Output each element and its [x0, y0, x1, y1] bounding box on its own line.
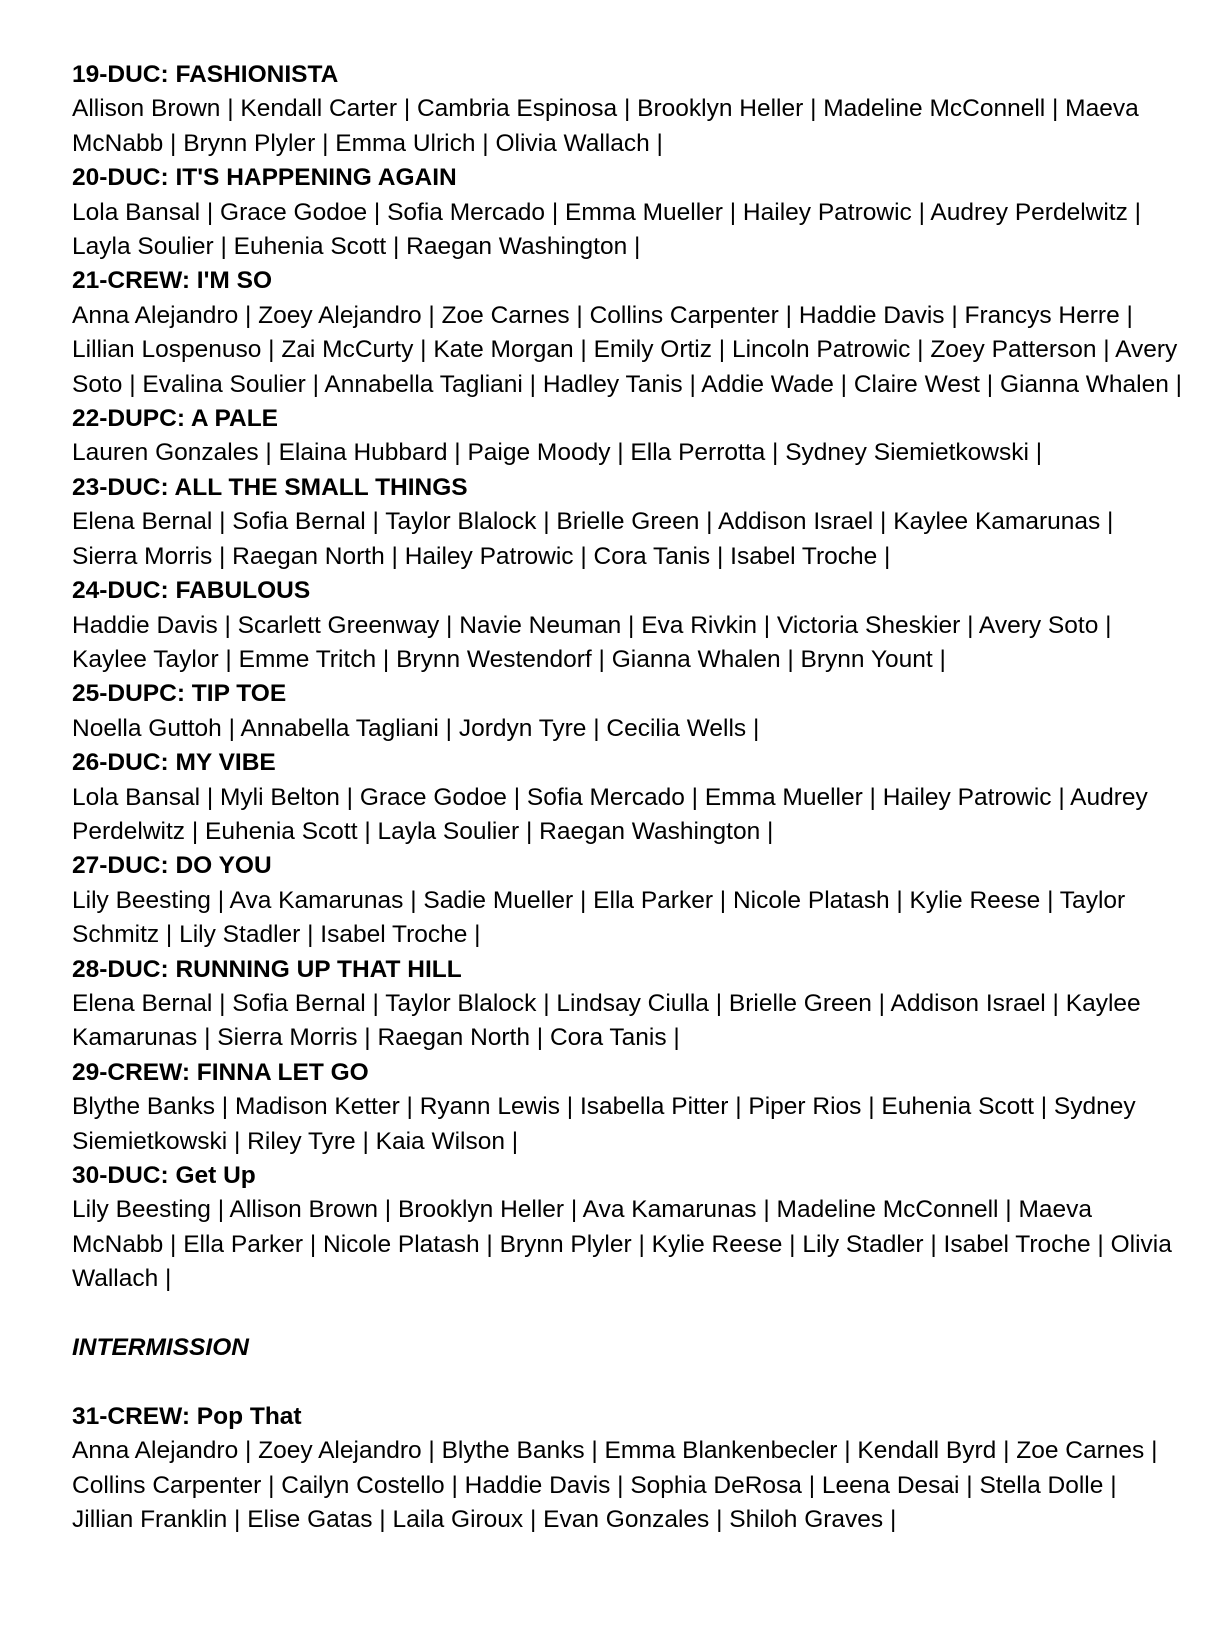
routine-entry [72, 264, 1182, 402]
routine-heading: 22-DUPC: A PALE [72, 405, 279, 433]
dancer-list: Lily Beesting | Ava Kamarunas | Sadie Mueller | Ella Parker | Nicole Platash | Kylie Reese | Taylor Schmitz | Lily Stadler | Isabel Troche | [72, 886, 1126, 949]
routine-heading: 20-DUC: IT'S HAPPENING AGAIN [72, 164, 457, 192]
dancer-list: Allison Brown | Kendall Carter | Cambria Espinosa | Brooklyn Heller | Madeline McConnell | Maeva McNabb | Brynn Plyler | Emma Ulrich | Olivia Wallach | [72, 95, 1139, 157]
routine-heading: 27-DUC: DO YOU [72, 852, 272, 880]
routine-heading: 28-DUC: RUNNING UP THAT HILL [72, 955, 462, 983]
intermission-heading: INTERMISSION [72, 1334, 249, 1362]
routine-entry [72, 402, 1182, 471]
routine-entry [72, 746, 1182, 849]
dancer-list: Lola Bansal | Grace Godoe | Sofia Mercado | Emma Mueller | Hailey Patrowic | Audrey Perdelwitz | Layla Soulier | Euhenia Scott | Raegan Washington | [72, 198, 1142, 261]
dancer-list: Lauren Gonzales | Elaina Hubbard | Paige Moody | Ella Perrotta | Sydney Siemietkowski | [72, 439, 1043, 467]
program-page [72, 58, 1182, 1537]
routine-heading: 19-DUC: FASHIONISTA [72, 61, 339, 88]
dancer-list: Anna Alejandro | Zoey Alejandro | Zoe Carnes | Collins Carpenter | Haddie Davis | Francys Herre | Lillian Lospenuso | Zai McCurty | Kate Morgan | Emily Ortiz | Lincoln Patrowic | Zoey Patterson | Avery Soto | Evalina Soulier | Annabella Tagliani | Hadley Tanis | Addie Wade | Claire West | Gianna Whalen | [72, 301, 1183, 398]
routine-entry [72, 1159, 1182, 1297]
dancer-list: Elena Bernal | Sofia Bernal | Taylor Blalock | Lindsay Ciulla | Brielle Green | Addison Israel | Kaylee Kamarunas | Sierra Morris | Raegan North | Cora Tanis | [72, 989, 1141, 1052]
routine-entry [72, 574, 1182, 677]
routine-heading: 25-DUPC: TIP TOE [72, 680, 287, 708]
dancer-list: Blythe Banks | Madison Ketter | Ryann Lewis | Isabella Pitter | Piper Rios | Euhenia Scott | Sydney Siemietkowski | Riley Tyre | Kaia Wilson | [72, 1093, 1136, 1155]
routine-entry [72, 58, 1182, 161]
routine-heading: 31-CREW: Pop That [72, 1402, 302, 1430]
routine-entry [72, 677, 1182, 746]
routine-heading: 23-DUC: ALL THE SMALL THINGS [72, 473, 468, 501]
routine-entry [72, 471, 1182, 574]
dancer-list: Lola Bansal | Myli Belton | Grace Godoe | Sofia Mercado | Emma Mueller | Hailey Patrowic | Audrey Perdelwitz | Euhenia Scott | Layla Soulier | Raegan Washington | [72, 783, 1148, 845]
routine-heading: 29-CREW: FINNA LET GO [72, 1058, 369, 1086]
dancer-list: Haddie Davis | Scarlett Greenway | Navie Neuman | Eva Rivkin | Victoria Sheskier | Avery Soto | Kaylee Taylor | Emme Tritch | Brynn Westendorf | Gianna Whalen | Brynn Yount | [72, 611, 1112, 673]
routine-heading: 24-DUC: FABULOUS [72, 577, 311, 605]
routine-heading: 26-DUC: MY VIBE [72, 749, 276, 777]
routine-entry [72, 1056, 1182, 1159]
dancer-list: Elena Bernal | Sofia Bernal | Taylor Blalock | Brielle Green | Addison Israel | Kaylee Kamarunas | Sierra Morris | Raegan North | Hailey Patrowic | Cora Tanis | Isabel Troche | [72, 508, 1114, 570]
routine-entry [72, 849, 1182, 952]
dancer-list: Anna Alejandro | Zoey Alejandro | Blythe Banks | Emma Blankenbecler | Kendall Byrd | Zoe Carnes | Collins Carpenter | Cailyn Costello | Haddie Davis | Sophia DeRosa | Leena Desai | Stella Dolle | Jillian Franklin | Elise Gatas | Laila Giroux | Evan Gonzales | Shiloh Graves | [72, 1437, 1158, 1534]
dancer-list: Noella Guttoh | Annabella Tagliani | Jordyn Tyre | Cecilia Wells | [72, 714, 760, 742]
routine-entry [72, 953, 1182, 1056]
routine-entry [72, 161, 1182, 264]
dancer-list: Lily Beesting | Allison Brown | Brooklyn Heller | Ava Kamarunas | Madeline McConnell | Maeva McNabb | Ella Parker | Nicole Platash | Brynn Plyler | Kylie Reese | Lily Stadler | Isabel Troche | Olivia Wallach | [72, 1196, 1172, 1293]
routine-heading: 30-DUC: Get Up [72, 1162, 256, 1189]
routine-heading: 21-CREW: I'M SO [72, 267, 273, 295]
routine-list-after-intermission [72, 1400, 1182, 1538]
routine-entry [72, 1400, 1182, 1538]
routine-list [72, 58, 1182, 1297]
